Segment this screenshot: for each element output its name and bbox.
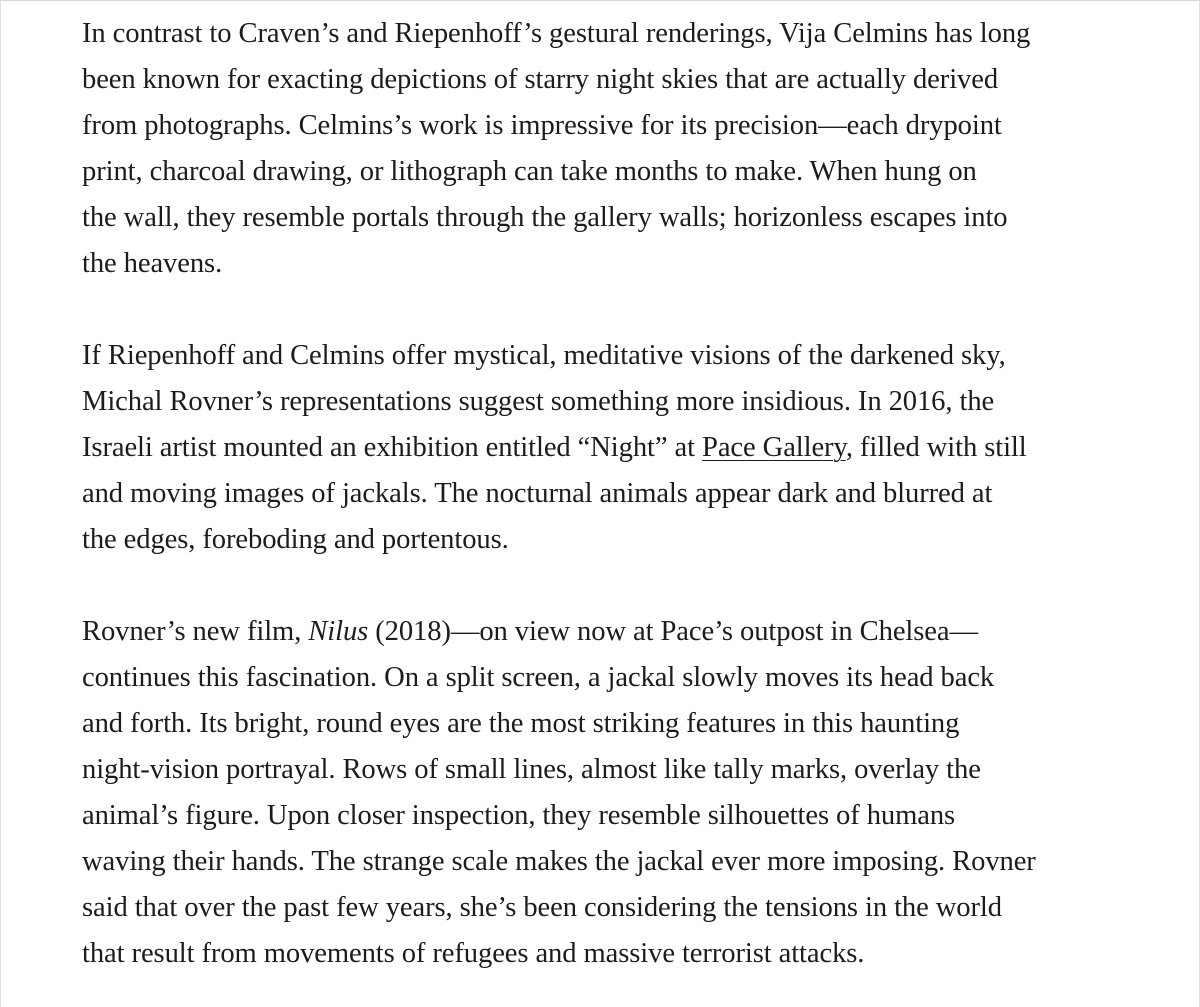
text-line: that result from movements of refugees and massive terrorist attacks. [82,938,865,969]
paragraph-rovner-night [82,333,1122,563]
text-segment: , filled with still [845,432,1027,463]
text-segment: (2018)—on view now at Pace’s outpost in Chelsea— [368,616,978,647]
paragraph-nilus [82,609,1122,977]
film-title: Nilus [308,616,369,647]
text-line-with-link [82,425,1122,471]
text-line: animal’s figure. Upon closer inspection, they resemble silhouettes of humans [82,800,956,831]
text-line: night-vision portrayal. Rows of small lines, almost like tally marks, overlay the [82,754,981,785]
text-line: continues this fascination. On a split screen, a jackal slowly moves its head back [82,662,995,693]
text-segment: Rovner’s new film, [82,616,309,647]
pace-gallery-link[interactable]: Pace Gallery [702,432,846,463]
text-line: If Riepenhoff and Celmins offer mystical, meditative visions of the darkened sky, [82,340,1006,371]
text-line: been known for exacting depictions of starry night skies that are actually derived [82,64,999,95]
paragraph-celmins [82,11,1122,287]
text-line: and moving images of jackals. The nocturnal animals appear dark and blurred at [82,478,993,509]
text-line: waving their hands. The strange scale makes the jackal ever more imposing. Rovner [82,846,1036,877]
text-segment: Israeli artist mounted an exhibition entitled “Night” at [82,432,703,463]
text-line: the wall, they resemble portals through the gallery walls; horizonless escapes into [82,202,1008,233]
text-line-with-title [82,609,1122,655]
text-line: the heavens. [82,248,223,279]
article-body [82,11,1122,977]
text-line: from photographs. Celmins’s work is impressive for its precision—each drypoint [82,110,1002,141]
text-line: print, charcoal drawing, or lithograph can take months to make. When hung on [82,156,977,187]
text-line: Michal Rovner’s representations suggest something more insidious. In 2016, the [82,386,995,417]
text-line: and forth. Its bright, round eyes are the most striking features in this haunting [82,708,960,739]
text-line: said that over the past few years, she’s been considering the tensions in the world [82,892,1002,923]
text-line: In contrast to Craven’s and Riepenhoff’s gestural renderings, Vija Celmins has long [82,18,1031,49]
text-line: the edges, foreboding and portentous. [82,524,509,555]
